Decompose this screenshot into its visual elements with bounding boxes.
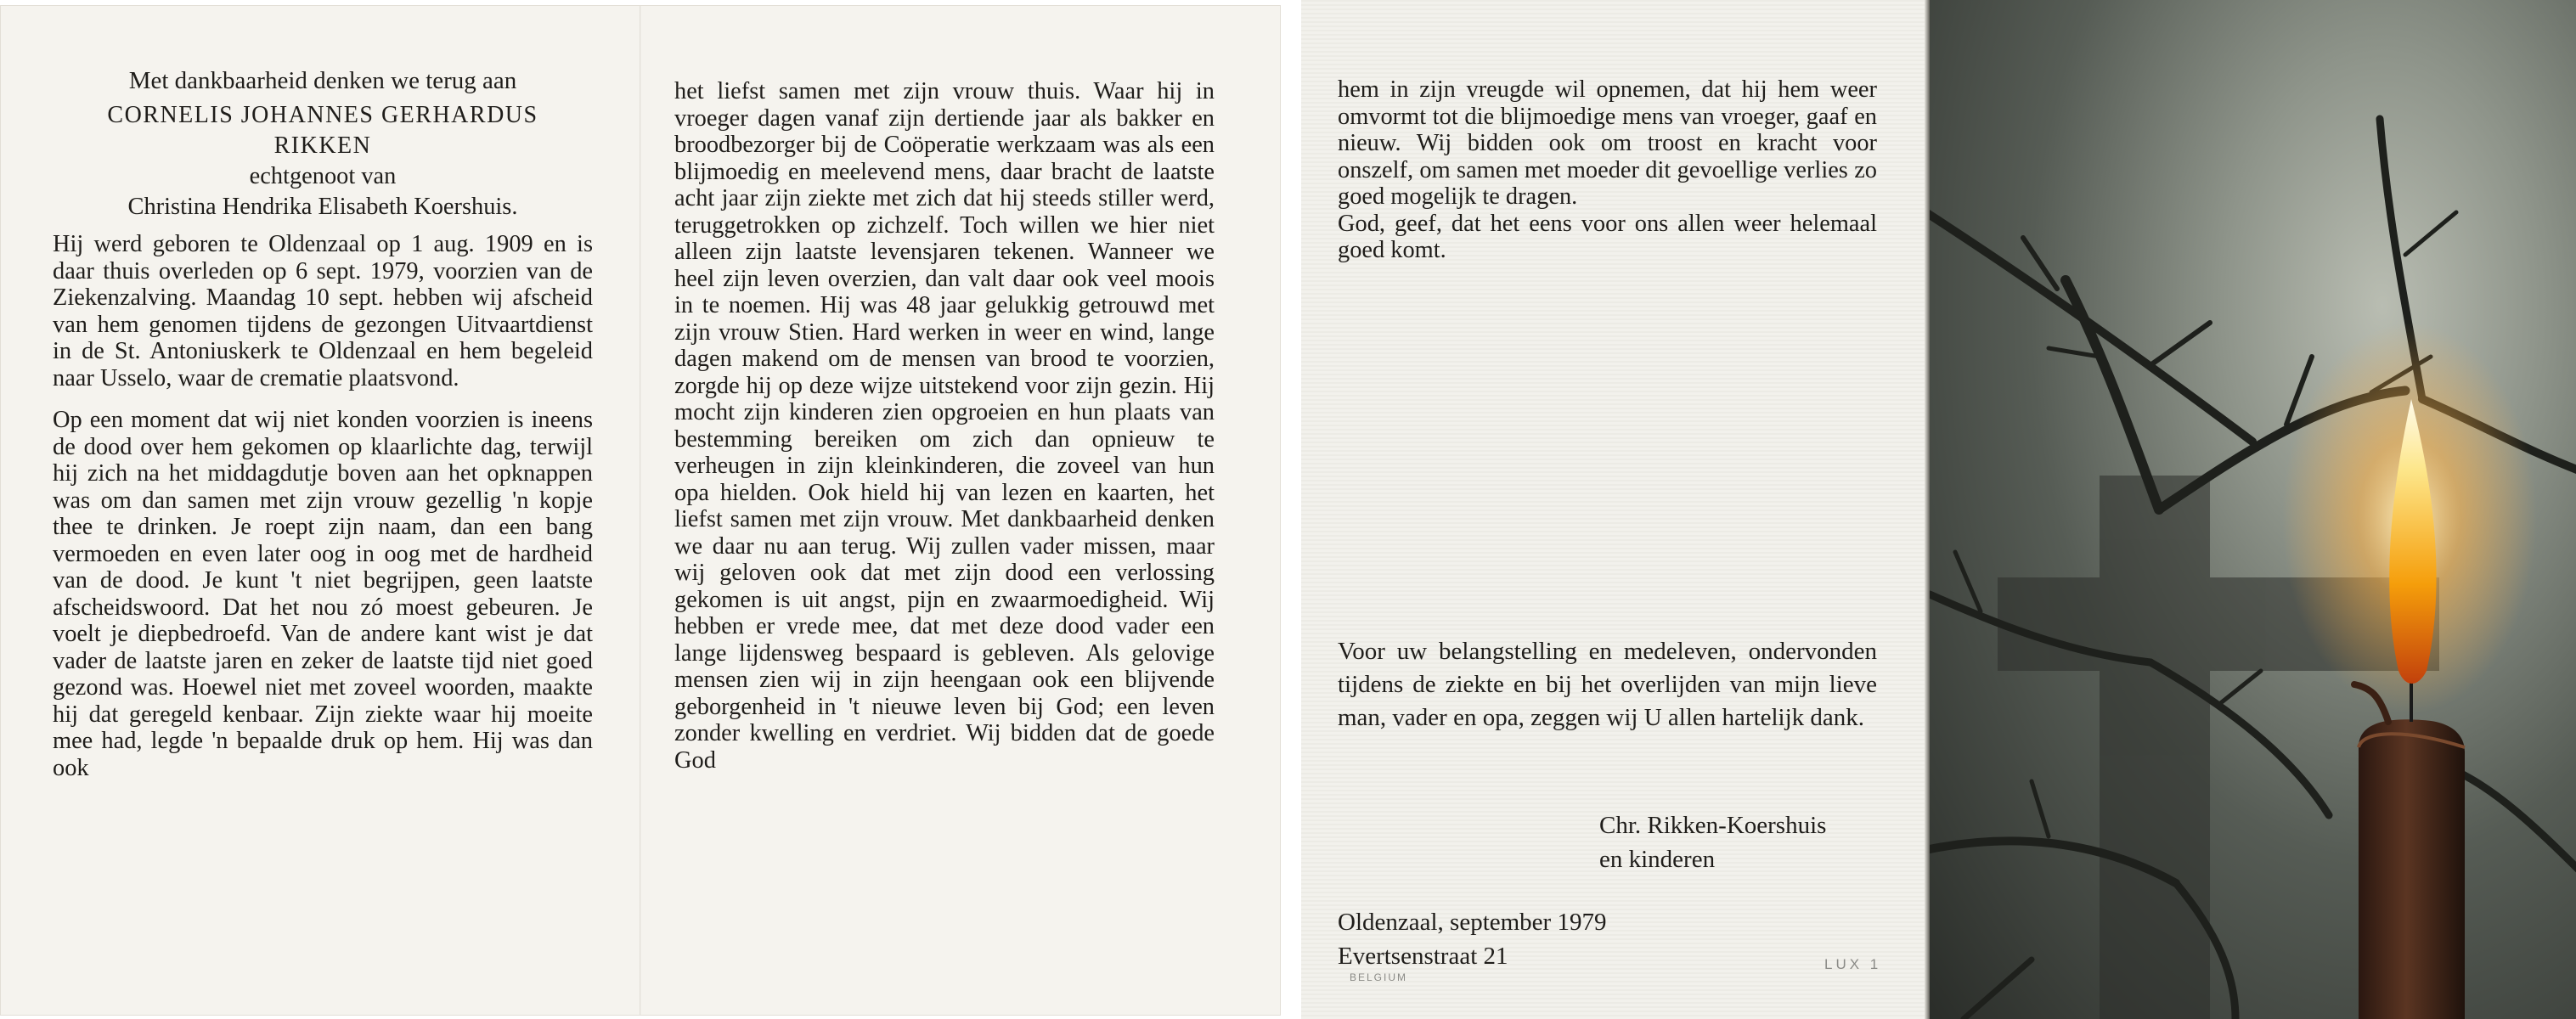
left-page-column xyxy=(53,66,593,781)
signature-name: Chr. Rikken-Koershuis xyxy=(1599,812,1827,839)
closing-prayer: God, geef, dat het eens voor ons allen weer helemaal goed komt. xyxy=(1338,210,1877,263)
prayer-text xyxy=(1338,76,1877,264)
signature-family: en kinderen xyxy=(1599,846,1716,873)
place-date-block xyxy=(1338,905,1606,973)
deceased-name-line-2: RIKKEN xyxy=(273,132,372,159)
place-date: Oldenzaal, september 1979 xyxy=(1338,909,1607,936)
deceased-name-line-1: CORNELIS JOHANNES GERHARDUS xyxy=(107,102,538,128)
biography-paragraph: Hij werd geboren te Oldenzaal op 1 aug. 1909 en is daar thuis overleden op 6 sept. 1979, voorzien van de Ziekenzalving. Maandag 10 sept. hebben wij afscheid van hem genomen tijdens de gezongen Uitvaartdienst in de St. Antoniuskerk te Oldenzaal en hem begeleid naar Usselo, waar de crematie plaatsvond. xyxy=(53,231,593,391)
printer-mark: BELGIUM xyxy=(1350,971,1408,983)
candle-photo-illustration xyxy=(1930,0,2576,1019)
reflection-paragraph: Op een moment dat wij niet konden voorzien is ineens de dood over hem gekomen op klaarlichte dag, terwijl hij zich na het middagdutje boven aan het opknappen was om dan samen met zijn vrouw gezellig 'n kopje thee te drinken. Je roept zijn naam, dan een bang vermoeden en even later oog in oog met de hardheid van de dood. Je kunt 't niet begrijpen, geen laatste afscheidswoord. Dat het nou zó moest gebeuren. Je voelt je diepbedroefd. Van de andere kant wist je dat vader de laatste jaren en zeker de laatste tijd niet goed gezond was. Hoewel niet met zoveel woorden, maakte hij dat geregeld kenbaar. Zijn ziekte waar hij moeite mee had, legde 'n bepaalde druk op hem. Hij was dan ook xyxy=(53,407,593,781)
spouse-name: Christina Hendrika Elisabeth Koershuis. xyxy=(127,194,518,220)
printer-code: LUX 1 xyxy=(1824,956,1882,972)
middle-page-column xyxy=(674,78,1215,774)
intro-line: Met dankbaarheid denken we terug aan xyxy=(128,67,517,94)
spouse-intro: echtgenoot van xyxy=(249,163,397,189)
fold-line xyxy=(640,6,641,1015)
signature-block xyxy=(1599,808,1826,876)
thanks-paragraph: Voor uw belangstelling en medeleven, ondervonden tijdens de ziekte en bij het overlijden van mijn lieve man, vader en opa, zeggen wij U allen hartelijk dank. xyxy=(1338,638,1877,731)
life-remembrance-paragraph: het liefst samen met zijn vrouw thuis. Waar hij in vroeger dagen vanaf zijn dertiende jaar als bakker en broodbezorger bij de Coöperatie werkzaam was als een blijmoedig en meelevend mens, daar bracht de laatste acht jaar zijn ziekte met zich dat hij steeds stiller werd, teruggetrokken op zichzelf. Toch willen we hier niet alleen zijn laatste levensjaren tekenen. Wanneer we heel zijn leven overzien, dan valt daar ook veel moois in te noemen. Hij was 48 jaar gelukkig getrouwd met zijn vrouw Stien. Hard werken in weer en wind, lange dagen makend om de mensen van brood te voorzien, zorgde hij op deze wijze uitstekend voor zijn gezin. Hij mocht zijn kinderen zien opgroeien en hun plaats van bestemming bereiken om zich dan opnieuw te verheugen in zijn kleinkinderen, die zoveel van hun opa hielden. Ook hield hij van lezen en kaarten, het liefst samen met zijn vrouw. Met dankbaarheid denken we daar nu aan terug. Wij zullen vader missen, maar wij geloven ook dat met zijn dood een verlossing gekomen is uit angst, pijn en zwaarmoedigheid. Wij hebben er vrede mee, dat met deze dood vader een lange lijdensweg bespaard is gebleven. Als gelovige mensen zien wij in zijn heengaan ook een blijvende geborgenheid in 't nieuwe leven bij God; een leven zonder kwelling en verdriet. Wij bidden dat de goede God xyxy=(674,78,1215,774)
prayer-paragraph: hem in zijn vreugde wil opnemen, dat hij hem weer omvormt tot die blijmoedige mens van vroeger, gaaf en nieuw. Wij bidden ook om troost en kracht voor onszelf, om samen met moeder dit gevoellige verlies zo goed mogelijk te dragen. xyxy=(1338,76,1877,210)
candle-photo xyxy=(1930,0,2576,1019)
address: Evertsenstraat 21 xyxy=(1338,943,1508,970)
